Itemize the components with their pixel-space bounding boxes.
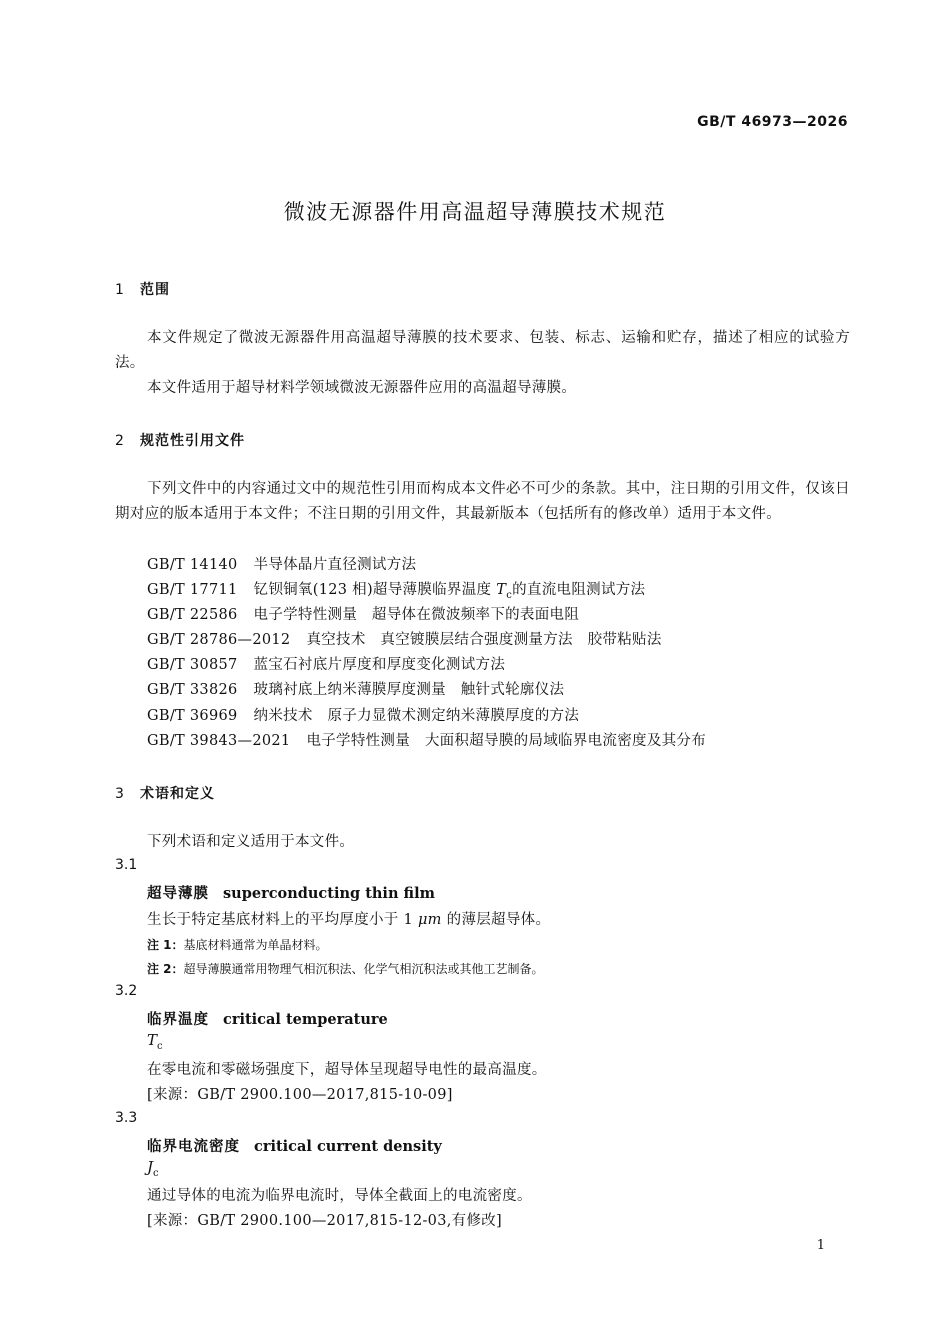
note-label: 注 1： [147, 938, 184, 952]
term-symbol-subscript: c [153, 1168, 159, 1179]
term-source: [来源：GB/T 2900.100—2017,815-12-03,有修改] [147, 1213, 502, 1229]
reference-code: GB/T 17711 [147, 582, 238, 598]
term-name-en: critical current density [254, 1138, 442, 1155]
term-symbol [147, 1158, 159, 1179]
section-3-number: 3 [115, 786, 125, 802]
term-name-zh: 临界温度 [147, 1012, 209, 1028]
section-3-heading [115, 783, 215, 803]
term-number: 3.1 [115, 857, 138, 873]
reference-code: GB/T 33826 [147, 682, 238, 698]
reference-item [147, 578, 645, 601]
term-definition: 在零电流和零磁场强度下，超导体呈现超导电性的最高温度。 [147, 1062, 547, 1078]
reference-symbol: T [496, 582, 507, 598]
reference-item [147, 653, 505, 674]
term-symbol-letter: T [147, 1031, 158, 1049]
section-2-intro: 下列文件中的内容通过文中的规范性引用而构成本文件必不可少的条款。其中，注日期的引用文件，仅该日期对应的版本适用于本文件；不注日期的引用文件，其最新版本（包括所有的修改单）适用于本文件。 [115, 481, 850, 522]
reference-code: GB/T 14140 [147, 557, 238, 573]
section-2-title: 规范性引用文件 [140, 433, 245, 449]
reference-title-tail: 的直流电阻测试方法 [512, 582, 646, 598]
reference-title: 玻璃衬底上纳米薄膜厚度测量 触针式轮廓仪法 [253, 682, 565, 698]
term-source: [来源：GB/T 2900.100—2017,815-10-09] [147, 1087, 453, 1103]
term-symbol-letter: J [147, 1158, 154, 1176]
reference-item [147, 729, 706, 750]
reference-item [147, 678, 564, 699]
note-text: 超导薄膜通常用物理气相沉积法、化学气相沉积法或其他工艺制备。 [183, 962, 544, 976]
term-name-zh: 超导薄膜 [147, 886, 209, 902]
reference-symbol-subscript: c [506, 589, 513, 601]
note-label: 注 2： [147, 962, 184, 976]
section-1-para-1: 本文件规定了微波无源器件用高温超导薄膜的技术要求、包装、标志、运输和贮存，描述了相应的试验方法。 [115, 330, 850, 371]
term-number: 3.2 [115, 983, 138, 999]
reference-title: 半导体晶片直径测试方法 [253, 557, 417, 573]
reference-title: 电子学特性测量 超导体在微波频率下的表面电阻 [253, 607, 580, 623]
term-note [147, 936, 328, 953]
reference-item [147, 603, 579, 624]
term-name-en: critical temperature [223, 1011, 388, 1028]
term-definition-text-tail: 的薄层超导体。 [441, 912, 551, 928]
term-definition: 通过导体的电流为临界电流时，导体全截面上的电流密度。 [147, 1188, 532, 1204]
note-text: 基底材料通常为单晶材料。 [183, 938, 328, 952]
reference-title: 电子学特性测量 大面积超导膜的局域临界电流密度及其分布 [306, 733, 707, 749]
reference-title: 纳米技术 原子力显微术测定纳米薄膜厚度的方法 [253, 708, 580, 724]
reference-item [147, 628, 662, 649]
section-1-heading [115, 279, 170, 299]
section-1-number: 1 [115, 282, 125, 298]
term-definition-text: 生长于特定基底材料上的平均厚度小于 1 [147, 912, 418, 928]
reference-item [147, 553, 416, 574]
reference-code: GB/T 28786—2012 [147, 632, 291, 648]
term-symbol-subscript: c [157, 1041, 163, 1052]
term-definition-unit: μm [417, 912, 442, 928]
reference-code: GB/T 39843—2021 [147, 733, 291, 749]
reference-title: 钇钡铜氧(123 相)超导薄膜临界温度 [253, 582, 492, 598]
page-number: 1 [816, 1238, 825, 1253]
reference-item [147, 704, 579, 725]
term-heading [147, 1135, 442, 1156]
term-name-zh: 临界电流密度 [147, 1139, 240, 1155]
term-number: 3.3 [115, 1110, 138, 1126]
reference-title: 真空技术 真空镀膜层结合强度测量方法 胶带粘贴法 [306, 632, 662, 648]
document-title: 微波无源器件用高温超导薄膜技术规范 [283, 200, 667, 224]
reference-title: 蓝宝石衬底片厚度和厚度变化测试方法 [253, 657, 506, 673]
standard-number: GB/T 46973—2026 [697, 114, 848, 130]
section-3-title: 术语和定义 [140, 786, 215, 802]
term-name-en: superconducting thin film [223, 885, 435, 902]
section-2-number: 2 [115, 433, 125, 449]
term-note [147, 960, 544, 977]
term-symbol [147, 1031, 163, 1052]
section-2-heading [115, 430, 245, 450]
reference-code: GB/T 30857 [147, 657, 238, 673]
reference-code: GB/T 22586 [147, 607, 238, 623]
section-1-para-2: 本文件适用于超导材料学领域微波无源器件应用的高温超导薄膜。 [147, 380, 577, 396]
section-1-title: 范围 [140, 282, 170, 298]
term-heading [147, 1008, 388, 1029]
term-heading [147, 882, 435, 903]
section-3-intro: 下列术语和定义适用于本文件。 [147, 834, 355, 850]
term-definition [147, 908, 550, 929]
reference-code: GB/T 36969 [147, 708, 238, 724]
